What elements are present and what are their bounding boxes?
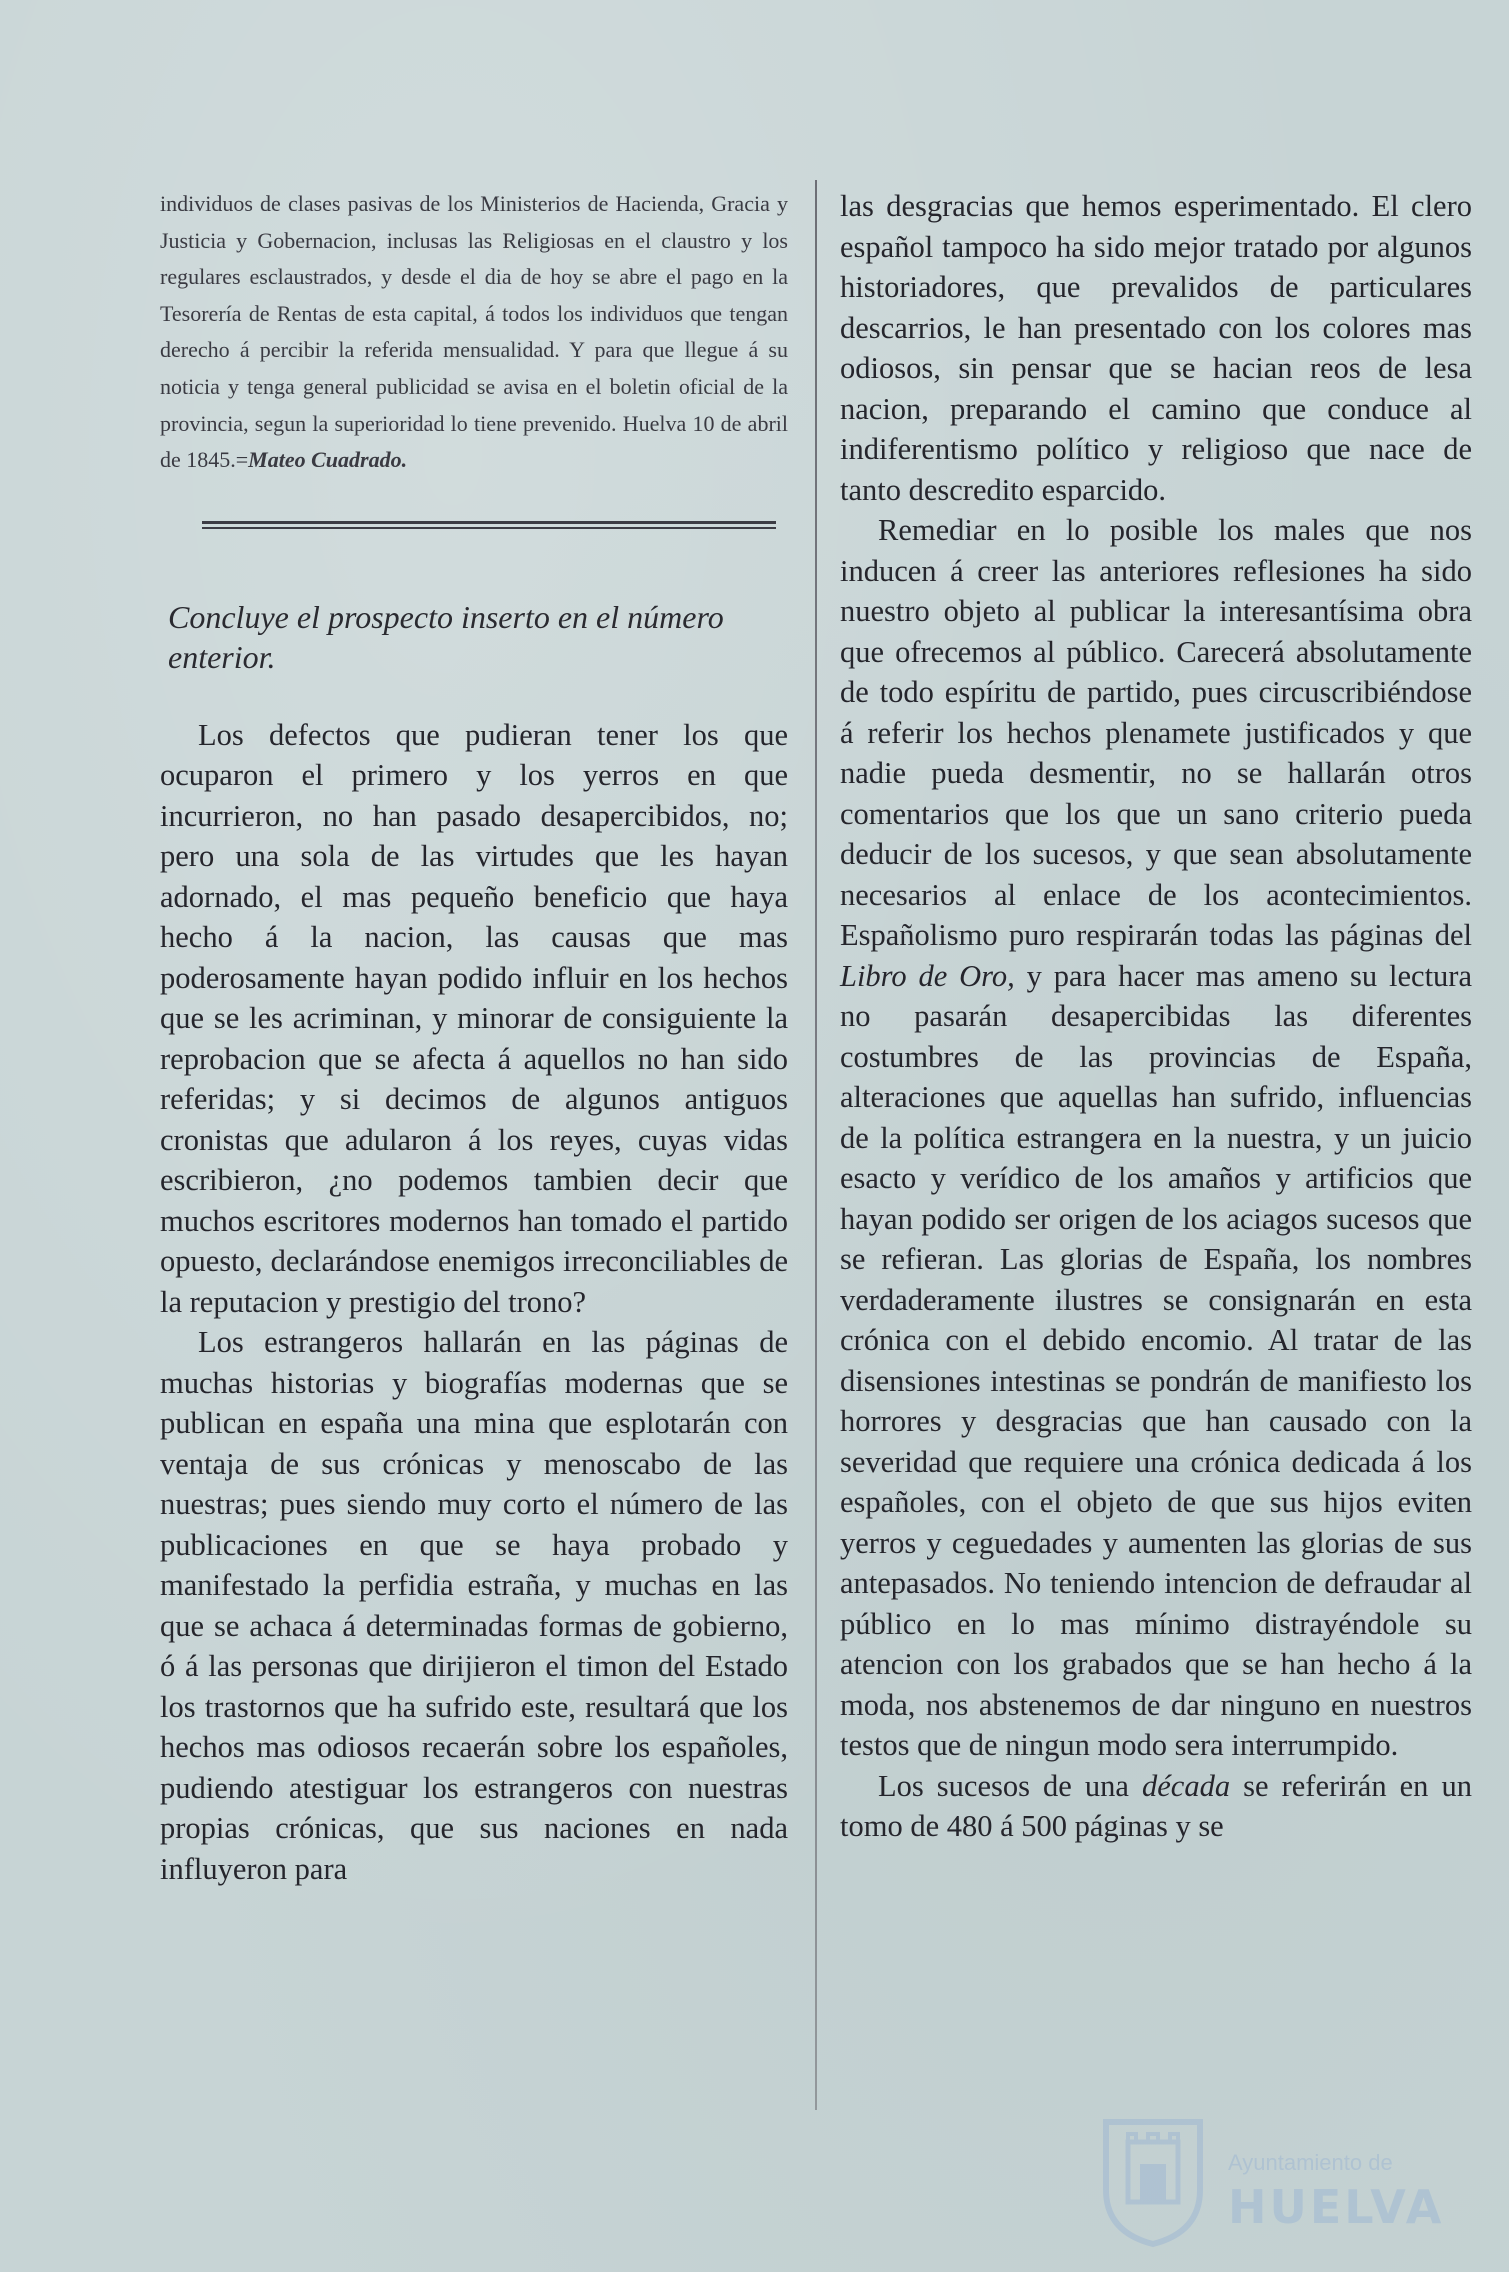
book-title: Libro de Oro,	[840, 958, 1015, 993]
paragraph	[840, 510, 1472, 1766]
paragraph-continuation: las desgracias que hemos esperimentado. El clero español tampoco ha sido mejor tratado por algunos historiadores, que prevalidos de particulares descarrios, le han presentado con los colores mas odiosos, sin pensar que se hacian reos de lesa nacion, preparando el camino que conduce al indiferentismo político y religioso que nace de tanto descredito esparcido.	[840, 189, 1472, 507]
paragraph-text: Los sucesos de una	[878, 1768, 1142, 1803]
paragraph: Los defectos que pudieran tener los que ocuparon el primero y los yerros en que incurrieron, no han pasado desapercibidos, no; pero una sola de las virtudes que les hayan adornado, el mas pequeño beneficio que haya hecho á la nacion, las causas que mas poderosamente hayan podido influir en los hechos que se les acriminan, y minorar de consiguiente la reprobacion que se afecta á aquellos no han sido referidas; y si decimos de algunos antiguos cronistas que adularon á los reyes, cuyas vidas escribieron, ¿no podemos tambien decir que muchos escritores modernos han tomado el partido opuesto, declarándose enemigos irreconciliables de la reputacion y prestigio del trono?	[160, 717, 788, 1319]
watermark-line1: Ayuntamiento de	[1228, 2150, 1393, 2175]
paragraph-text: se referirán en un tomo de 480 á 500 páginas y se	[840, 1768, 1472, 1843]
notice-text: individuos de clases pasivas de los Ministerios de Hacienda, Gracia y Justicia y Gobernacion, inclusas las Religiosas en el claustro y los regulares esclaustrados, y desde el dia de hoy se abre el pago en la Tesorería de Rentas de esta capital, á todos los individuos que tengan derecho á percibir la referida mensualidad. Y para que llegue á su noticia y tenga general publicidad se avisa en el boletin oficial de la provincia, segun la superioridad lo tiene prevenido. Huelva 10 de abril de 1845.=	[160, 191, 788, 473]
left-column	[160, 186, 788, 1889]
paragraph-text: Remediar en lo posible los males que nos inducen á creer las anteriores reflesiones ha sido nuestro objeto al publicar la interesantísima obra que ofrecemos al público. Carecerá absolutamente de todo espíritu de partido, pues circuscribiéndose á referir los hechos plenamete justificados y que nadie pueda desmentir, no se hallarán otros comentarios que los que un sano criterio pueda deducir de los sucesos, y que sean absolutamente necesarios al enlace de los acontecimientos. Españolismo puro respirarán todas las páginas del	[840, 513, 1472, 952]
paragraph	[840, 1766, 1472, 1847]
official-notice	[160, 186, 788, 479]
article-heading: Concluye el prospecto inserto en el número enterior.	[168, 598, 724, 675]
left-article-text	[160, 715, 788, 1890]
archive-watermark	[1098, 2108, 1445, 2258]
coat-of-arms-icon	[1098, 2112, 1208, 2248]
notice-signature: Mateo Cuadrado.	[248, 447, 408, 473]
right-column	[840, 186, 1472, 1847]
paragraph: Los estrangeros hallarán en las páginas de muchas historias y biografías modernas que se publican en españa una mina que esplotarán con ventaja de sus crónicas y menoscabo de las nuestras; pues siendo muy corto el número de las publicaciones en que se haya probado y manifestado la perfidia estraña, y muchas en las que se achaca á determinadas formas de gobierno, ó á las personas que dirijieron el timon del Estado los trastornos que ha sufrido este, resultará que los hechos mas odiosos recaerán sobre los españoles, pudiendo atestiguar los estrangeros con nuestras propias crónicas, que sus naciones en nada influyeron para	[160, 1325, 788, 1886]
watermark-line2: HUELVA	[1228, 2180, 1445, 2234]
column-divider	[815, 180, 817, 2110]
section-separator	[202, 519, 776, 531]
paragraph-text: y para hacer mas ameno su lectura no pasarán desapercibidas las diferentes costumbres de las provincias de España, alteraciones que aquellas han sufrido, influencias de la política estrangera en la nuestra, y un juicio esacto y verídico de los amaños y artificios que hayan podido ser origen de los aciagos sucesos que se refieran. Las glorias de España, los nombres verdaderamente ilustres se consignarán en esta crónica con el debido encomio. Al tratar de las disensiones intestinas se pondrán de manifiesto los horrores y desgracias que han causado con la severidad que requiere una crónica dedicada á los españoles, con el objeto de que sus hijos eviten yerros y ceguedades y aumenten las glorias de sus antepasados. No teniendo intencion de defraudar al público en lo mas mínimo distrayéndole su atencion con los grabados que se han hecho á la moda, nos abstenemos de dar ninguno en nuestros testos que de ningun modo sera interrumpido.	[840, 958, 1472, 1762]
emphasis: década	[1142, 1768, 1231, 1803]
right-article-text	[840, 186, 1472, 1847]
